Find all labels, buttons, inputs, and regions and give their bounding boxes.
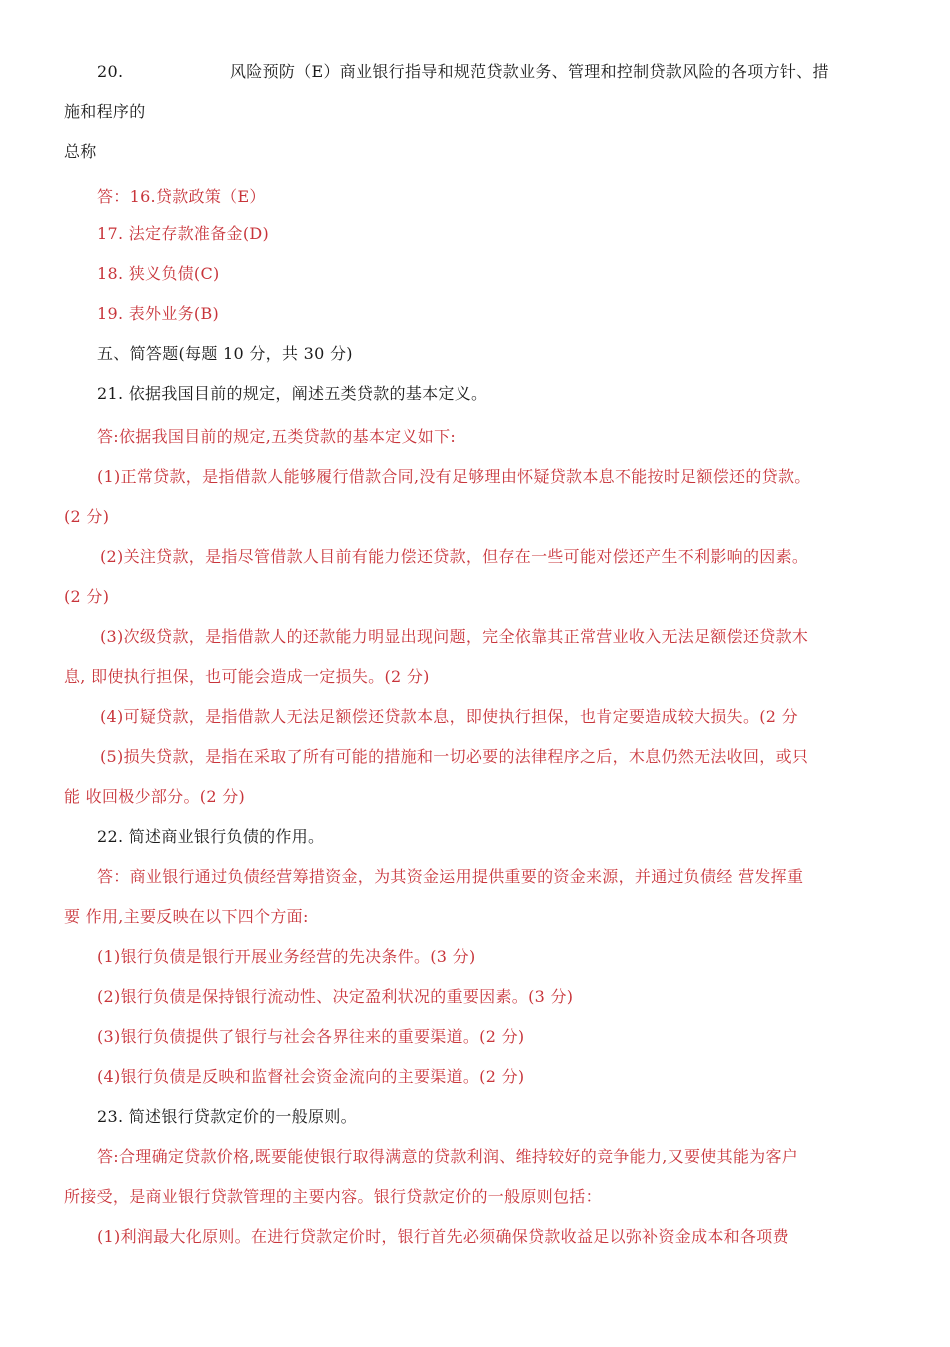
q23-question: 23. 简述银行贷款定价的一般原则。: [97, 1107, 357, 1126]
q20-number: 20.: [97, 62, 124, 81]
q21-item2-line2: (2 分): [64, 587, 110, 606]
q21-item5-line2: 能 收回极少部分。(2 分): [64, 787, 246, 806]
q21-item1-line1: (1)正常贷款，是指借款人能够履行借款合同,没有足够理由怀疑贷款本息不能按时足额偿还的贷款。: [97, 467, 811, 486]
q21-item4-line1: (4)可疑贷款，是指借款人无法足额偿还贷款本息，即使执行担保，也肯定要造成较大损失。(2 分: [100, 707, 798, 726]
q21-item3-line1: (3)次级贷款，是指借款人的还款能力明显出现问题，完全依靠其正常营业收入无法足额偿还贷款木: [100, 627, 809, 646]
q20-text-line1: 风险预防（E）商业银行指导和规范贷款业务、管理和控制贷款风险的各项方针、措: [230, 62, 829, 81]
answer-q16: 答：16.贷款政策（E）: [97, 187, 266, 206]
q22-answer-line2: 要 作用,主要反映在以下四个方面:: [64, 907, 309, 926]
q22-answer-line1: 答：商业银行通过负债经营筹措资金，为其资金运用提供重要的资金来源，并通过负债经 营发挥重: [97, 867, 804, 886]
q21-item2-line1: (2)关注贷款，是指尽管借款人目前有能力偿还贷款，但存在一些可能对偿还产生不利影响的因素。: [100, 547, 809, 566]
answer-q19: 19. 表外业务(B): [97, 304, 220, 323]
q20-text-line2: 施和程序的: [64, 102, 146, 121]
q21-item1-line2: (2 分): [64, 507, 110, 526]
q21-item5-line1: (5)损失贷款，是指在采取了所有可能的措施和一切必要的法律程序之后，木息仍然无法收回，或只: [100, 747, 809, 766]
q23-item1-line1: (1)利润最大化原则。在进行贷款定价时，银行首先必须确保贷款收益足以弥补资金成本和各项费: [97, 1227, 789, 1246]
q22-question: 22. 简述商业银行负债的作用。: [97, 827, 325, 846]
q21-question: 21. 依据我国目前的规定，阐述五类贷款的基本定义。: [97, 384, 488, 403]
answer-q18: 18. 狭义负债(C): [97, 264, 220, 283]
q21-answer-intro: 答:依据我国目前的规定,五类贷款的基本定义如下:: [97, 427, 457, 446]
answer-q17: 17. 法定存款准备金(D): [97, 224, 270, 243]
q22-item1: (1)银行负债是银行开展业务经营的先决条件。(3 分): [97, 947, 476, 966]
q22-item2: (2)银行负债是保持银行流动性、决定盈利状况的重要因素。(3 分): [97, 987, 574, 1006]
section5-title: 五、简答题(每题 10 分，共 30 分): [97, 344, 353, 363]
q23-answer-line1: 答:合理确定贷款价格,既要能使银行取得满意的贷款利润、维持较好的竞争能力,又要使其能为客户: [97, 1147, 799, 1166]
q22-item4: (4)银行负债是反映和监督社会资金流向的主要渠道。(2 分): [97, 1067, 525, 1086]
q22-item3: (3)银行负债提供了银行与社会各界往来的重要渠道。(2 分): [97, 1027, 525, 1046]
q23-answer-line2: 所接受，是商业银行贷款管理的主要内容。银行贷款定价的一般原则包括：: [64, 1187, 602, 1206]
q21-item3-line2: 息, 即使执行担保，也可能会造成一定损失。(2 分): [64, 667, 430, 686]
q20-text-line3: 总称: [64, 142, 97, 161]
